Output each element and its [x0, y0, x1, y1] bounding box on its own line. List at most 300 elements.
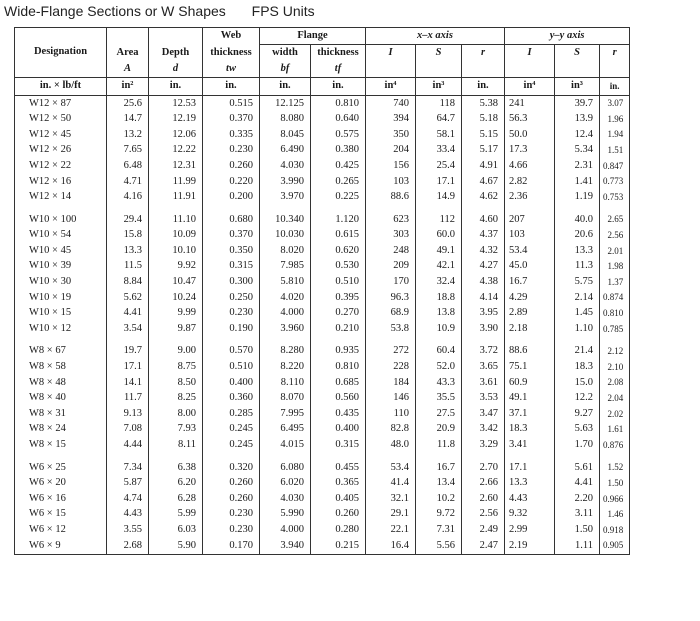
cell-designation: W8 × 15: [15, 437, 107, 453]
cell-yy-S: 1.70: [555, 437, 600, 453]
cell-yy-I: 207: [505, 212, 555, 228]
cell-xx-r: 2.66: [462, 476, 505, 492]
cell-xx-I: 740: [366, 96, 416, 112]
spacer-cell: [149, 205, 203, 212]
table-row: [15, 259, 630, 275]
cell-yy-r: 2.08: [600, 375, 630, 391]
unit-yy-r: in.: [600, 78, 630, 96]
cell-yy-I: 75.1: [505, 360, 555, 376]
cell-yy-S: 21.4: [555, 344, 600, 360]
cell-yy-S: 13.9: [555, 112, 600, 128]
cell-web-thickness: 0.245: [203, 437, 260, 453]
cell-xx-r: 4.62: [462, 190, 505, 206]
cell-yy-S: 1.11: [555, 538, 600, 554]
cell-xx-S: 16.7: [416, 460, 462, 476]
cell-yy-I: 2.19: [505, 538, 555, 554]
cell-xx-S: 13.8: [416, 306, 462, 322]
cell-depth: 11.10: [149, 212, 203, 228]
cell-xx-r: 3.47: [462, 406, 505, 422]
cell-designation: W6 × 12: [15, 522, 107, 538]
cell-yy-I: 50.0: [505, 127, 555, 143]
cell-xx-r: 5.18: [462, 112, 505, 128]
header-row-1: [15, 28, 630, 45]
cell-flange-width: 3.940: [260, 538, 311, 554]
spacer-cell: [311, 337, 366, 344]
spacer-cell: [555, 453, 600, 460]
cell-xx-I: 209: [366, 259, 416, 275]
cell-depth: 10.09: [149, 228, 203, 244]
cell-area: 19.7: [107, 344, 149, 360]
cell-xx-S: 5.56: [416, 538, 462, 554]
cell-area: 4.44: [107, 437, 149, 453]
cell-xx-r: 5.38: [462, 96, 505, 112]
cell-depth: 9.87: [149, 321, 203, 337]
cell-area: 7.65: [107, 143, 149, 159]
cell-yy-S: 5.63: [555, 422, 600, 438]
cell-flange-thickness: 0.560: [311, 391, 366, 407]
table-row: [15, 460, 630, 476]
cell-web-thickness: 0.515: [203, 96, 260, 112]
table-row: [15, 96, 630, 112]
cell-depth: 12.31: [149, 158, 203, 174]
cell-designation: W6 × 9: [15, 538, 107, 554]
cell-xx-I: 41.4: [366, 476, 416, 492]
cell-yy-I: 49.1: [505, 391, 555, 407]
cell-yy-S: 9.27: [555, 406, 600, 422]
cell-designation: W10 × 15: [15, 306, 107, 322]
cell-flange-width: 3.990: [260, 174, 311, 190]
group-spacer: [15, 337, 630, 344]
group-spacer: [15, 453, 630, 460]
spacer-cell: [505, 453, 555, 460]
cell-xx-r: 4.14: [462, 290, 505, 306]
cell-xx-I: 394: [366, 112, 416, 128]
spacer-cell: [107, 205, 149, 212]
cell-depth: 10.10: [149, 243, 203, 259]
cell-xx-I: 146: [366, 391, 416, 407]
cell-yy-S: 3.11: [555, 507, 600, 523]
cell-depth: 6.38: [149, 460, 203, 476]
cell-flange-width: 10.340: [260, 212, 311, 228]
cell-flange-thickness: 0.575: [311, 127, 366, 143]
cell-xx-r: 2.47: [462, 538, 505, 554]
cell-xx-S: 60.0: [416, 228, 462, 244]
cell-depth: 9.92: [149, 259, 203, 275]
cell-designation: W10 × 39: [15, 259, 107, 275]
cell-yy-I: 17.1: [505, 460, 555, 476]
cell-yy-r: 0.847: [600, 158, 630, 174]
spacer-cell: [203, 337, 260, 344]
cell-flange-thickness: 0.380: [311, 143, 366, 159]
cell-xx-I: 170: [366, 275, 416, 291]
cell-xx-r: 4.37: [462, 228, 505, 244]
table-row: [15, 391, 630, 407]
cell-yy-I: 4.29: [505, 290, 555, 306]
cell-area: 4.74: [107, 491, 149, 507]
cell-flange-width: 8.220: [260, 360, 311, 376]
cell-designation: W8 × 24: [15, 422, 107, 438]
cell-web-thickness: 0.300: [203, 275, 260, 291]
cell-flange-thickness: 0.315: [311, 437, 366, 453]
cell-xx-r: 4.38: [462, 275, 505, 291]
cell-xx-I: 303: [366, 228, 416, 244]
table-row: [15, 174, 630, 190]
cell-designation: W8 × 48: [15, 375, 107, 391]
cell-xx-S: 35.5: [416, 391, 462, 407]
cell-xx-S: 10.2: [416, 491, 462, 507]
cell-web-thickness: 0.230: [203, 143, 260, 159]
cell-web-thickness: 0.350: [203, 243, 260, 259]
cell-area: 4.41: [107, 306, 149, 322]
table-row: [15, 538, 630, 554]
cell-xx-r: 2.56: [462, 507, 505, 523]
cell-yy-S: 1.19: [555, 190, 600, 206]
table-row: [15, 507, 630, 523]
cell-yy-I: 2.18: [505, 321, 555, 337]
cell-flange-width: 6.490: [260, 143, 311, 159]
header-row-3: [15, 61, 630, 78]
col-xx-S-blank: [416, 61, 462, 78]
cell-yy-r: 0.773: [600, 174, 630, 190]
cell-xx-r: 3.65: [462, 360, 505, 376]
col-flange-thickness: thickness: [311, 45, 366, 62]
col-web-symbol: tw: [203, 61, 260, 78]
cell-yy-S: 2.14: [555, 290, 600, 306]
cell-depth: 9.99: [149, 306, 203, 322]
cell-web-thickness: 0.230: [203, 306, 260, 322]
cell-xx-r: 4.67: [462, 174, 505, 190]
cell-yy-I: 56.3: [505, 112, 555, 128]
cell-xx-I: 204: [366, 143, 416, 159]
cell-flange-thickness: 0.405: [311, 491, 366, 507]
col-flange-width: width: [260, 45, 311, 62]
spacer-cell: [15, 337, 107, 344]
cell-yy-I: 37.1: [505, 406, 555, 422]
col-yy-S: S: [555, 45, 600, 62]
cell-flange-width: 5.810: [260, 275, 311, 291]
col-area-blank: [107, 28, 149, 45]
cell-xx-I: 248: [366, 243, 416, 259]
cell-yy-r: 0.753: [600, 190, 630, 206]
cell-xx-S: 118: [416, 96, 462, 112]
cell-depth: 6.03: [149, 522, 203, 538]
col-web: Web: [203, 28, 260, 45]
table-row: [15, 275, 630, 291]
cell-designation: W10 × 45: [15, 243, 107, 259]
col-depth: Depth: [149, 45, 203, 62]
cell-flange-thickness: 0.615: [311, 228, 366, 244]
col-depth-blank: [149, 28, 203, 45]
cell-xx-I: 623: [366, 212, 416, 228]
cell-area: 3.54: [107, 321, 149, 337]
cell-flange-width: 8.110: [260, 375, 311, 391]
cell-depth: 5.90: [149, 538, 203, 554]
cell-xx-r: 5.17: [462, 143, 505, 159]
cell-xx-S: 7.31: [416, 522, 462, 538]
cell-designation: W8 × 31: [15, 406, 107, 422]
cell-web-thickness: 0.400: [203, 375, 260, 391]
cell-area: 17.1: [107, 360, 149, 376]
w-shapes-table: [14, 27, 630, 555]
cell-flange-width: 8.080: [260, 112, 311, 128]
table-row: [15, 112, 630, 128]
cell-xx-S: 58.1: [416, 127, 462, 143]
cell-depth: 10.24: [149, 290, 203, 306]
cell-xx-S: 112: [416, 212, 462, 228]
cell-designation: W10 × 19: [15, 290, 107, 306]
cell-yy-r: 0.810: [600, 306, 630, 322]
spacer-cell: [260, 337, 311, 344]
cell-yy-I: 2.36: [505, 190, 555, 206]
cell-designation: W12 × 45: [15, 127, 107, 143]
cell-flange-thickness: 0.210: [311, 321, 366, 337]
spacer-cell: [311, 453, 366, 460]
cell-yy-r: 1.46: [600, 507, 630, 523]
cell-yy-S: 5.75: [555, 275, 600, 291]
unit-web: in.: [203, 78, 260, 96]
cell-yy-S: 5.61: [555, 460, 600, 476]
cell-xx-S: 14.9: [416, 190, 462, 206]
cell-area: 13.3: [107, 243, 149, 259]
cell-yy-S: 4.41: [555, 476, 600, 492]
cell-flange-thickness: 0.620: [311, 243, 366, 259]
cell-depth: 6.28: [149, 491, 203, 507]
spacer-cell: [462, 205, 505, 212]
table-row: [15, 406, 630, 422]
cell-depth: 7.93: [149, 422, 203, 438]
cell-xx-r: 2.49: [462, 522, 505, 538]
cell-area: 11.7: [107, 391, 149, 407]
cell-yy-r: 0.785: [600, 321, 630, 337]
cell-xx-S: 18.8: [416, 290, 462, 306]
col-xx-r: r: [462, 45, 505, 62]
table-row: [15, 143, 630, 159]
cell-xx-I: 103: [366, 174, 416, 190]
cell-yy-r: 1.50: [600, 476, 630, 492]
cell-xx-I: 110: [366, 406, 416, 422]
cell-depth: 8.50: [149, 375, 203, 391]
cell-yy-S: 1.45: [555, 306, 600, 322]
cell-yy-r: 1.61: [600, 422, 630, 438]
cell-xx-S: 64.7: [416, 112, 462, 128]
spacer-cell: [107, 453, 149, 460]
cell-yy-r: 0.918: [600, 522, 630, 538]
cell-flange-width: 6.020: [260, 476, 311, 492]
col-flange-thickness-symbol: tf: [311, 61, 366, 78]
cell-yy-I: 60.9: [505, 375, 555, 391]
spacer-cell: [203, 205, 260, 212]
cell-xx-r: 3.29: [462, 437, 505, 453]
cell-yy-I: 2.82: [505, 174, 555, 190]
cell-xx-I: 68.9: [366, 306, 416, 322]
cell-xx-I: 32.1: [366, 491, 416, 507]
cell-yy-r: 2.12: [600, 344, 630, 360]
cell-designation: W8 × 58: [15, 360, 107, 376]
cell-yy-r: 2.10: [600, 360, 630, 376]
cell-designation: W10 × 12: [15, 321, 107, 337]
cell-flange-thickness: 1.120: [311, 212, 366, 228]
table-row: [15, 190, 630, 206]
cell-xx-S: 43.3: [416, 375, 462, 391]
cell-yy-r: 0.874: [600, 290, 630, 306]
group-spacer: [15, 205, 630, 212]
table-row: [15, 344, 630, 360]
cell-area: 15.8: [107, 228, 149, 244]
cell-yy-I: 17.3: [505, 143, 555, 159]
cell-xx-S: 25.4: [416, 158, 462, 174]
cell-xx-I: 96.3: [366, 290, 416, 306]
spacer-cell: [505, 337, 555, 344]
cell-flange-thickness: 0.810: [311, 360, 366, 376]
spacer-cell: [149, 337, 203, 344]
cell-web-thickness: 0.170: [203, 538, 260, 554]
col-xx-r-blank: [462, 61, 505, 78]
cell-xx-r: 4.91: [462, 158, 505, 174]
col-yy-I-blank: [505, 61, 555, 78]
cell-yy-r: 2.56: [600, 228, 630, 244]
cell-xx-I: 156: [366, 158, 416, 174]
cell-xx-I: 228: [366, 360, 416, 376]
cell-web-thickness: 0.200: [203, 190, 260, 206]
cell-yy-S: 39.7: [555, 96, 600, 112]
spacer-cell: [260, 453, 311, 460]
cell-yy-r: 0.876: [600, 437, 630, 453]
cell-xx-r: 3.72: [462, 344, 505, 360]
cell-yy-I: 2.89: [505, 306, 555, 322]
cell-depth: 6.20: [149, 476, 203, 492]
table-row: [15, 491, 630, 507]
col-xx-axis: x–x axis: [366, 28, 505, 45]
cell-yy-I: 3.41: [505, 437, 555, 453]
cell-yy-I: 16.7: [505, 275, 555, 291]
cell-depth: 12.53: [149, 96, 203, 112]
cell-xx-S: 11.8: [416, 437, 462, 453]
cell-area: 4.16: [107, 190, 149, 206]
cell-xx-r: 3.61: [462, 375, 505, 391]
cell-yy-S: 11.3: [555, 259, 600, 275]
spacer-cell: [600, 205, 630, 212]
cell-xx-r: 4.60: [462, 212, 505, 228]
cell-web-thickness: 0.260: [203, 158, 260, 174]
spacer-cell: [555, 205, 600, 212]
cell-depth: 8.11: [149, 437, 203, 453]
cell-xx-S: 13.4: [416, 476, 462, 492]
cell-designation: W12 × 26: [15, 143, 107, 159]
cell-yy-I: 103: [505, 228, 555, 244]
cell-flange-thickness: 0.280: [311, 522, 366, 538]
cell-yy-S: 20.6: [555, 228, 600, 244]
table-row: [15, 127, 630, 143]
cell-yy-S: 12.2: [555, 391, 600, 407]
units-row: [15, 78, 630, 96]
cell-yy-S: 2.31: [555, 158, 600, 174]
cell-designation: W8 × 40: [15, 391, 107, 407]
cell-yy-I: 241: [505, 96, 555, 112]
cell-xx-S: 9.72: [416, 507, 462, 523]
unit-depth: in.: [149, 78, 203, 96]
cell-yy-S: 1.41: [555, 174, 600, 190]
cell-xx-S: 20.9: [416, 422, 462, 438]
cell-depth: 11.99: [149, 174, 203, 190]
spacer-cell: [366, 337, 416, 344]
cell-yy-S: 40.0: [555, 212, 600, 228]
spacer-cell: [416, 337, 462, 344]
cell-xx-S: 27.5: [416, 406, 462, 422]
cell-area: 14.7: [107, 112, 149, 128]
cell-xx-I: 272: [366, 344, 416, 360]
col-depth-symbol: d: [149, 61, 203, 78]
cell-flange-width: 4.000: [260, 522, 311, 538]
table-title: Wide-Flange Sections or W Shapes: [4, 3, 226, 19]
cell-web-thickness: 0.335: [203, 127, 260, 143]
spacer-cell: [311, 205, 366, 212]
col-yy-S-blank: [555, 61, 600, 78]
cell-xx-I: 48.0: [366, 437, 416, 453]
cell-yy-r: 1.37: [600, 275, 630, 291]
cell-yy-r: 1.94: [600, 127, 630, 143]
table-row: [15, 375, 630, 391]
cell-flange-width: 4.020: [260, 290, 311, 306]
cell-designation: W12 × 16: [15, 174, 107, 190]
spacer-cell: [555, 337, 600, 344]
spacer-cell: [505, 205, 555, 212]
cell-xx-I: 350: [366, 127, 416, 143]
cell-yy-I: 18.3: [505, 422, 555, 438]
cell-xx-r: 4.32: [462, 243, 505, 259]
cell-yy-I: 53.4: [505, 243, 555, 259]
cell-xx-r: 5.15: [462, 127, 505, 143]
unit-yy-S: in³: [555, 78, 600, 96]
cell-xx-S: 42.1: [416, 259, 462, 275]
cell-web-thickness: 0.220: [203, 174, 260, 190]
table-row: [15, 290, 630, 306]
cell-flange-width: 8.020: [260, 243, 311, 259]
cell-flange-width: 7.985: [260, 259, 311, 275]
cell-area: 29.4: [107, 212, 149, 228]
cell-yy-S: 15.0: [555, 375, 600, 391]
cell-flange-thickness: 0.640: [311, 112, 366, 128]
cell-area: 14.1: [107, 375, 149, 391]
cell-xx-I: 22.1: [366, 522, 416, 538]
cell-xx-S: 52.0: [416, 360, 462, 376]
cell-flange-width: 4.030: [260, 491, 311, 507]
cell-xx-S: 49.1: [416, 243, 462, 259]
cell-web-thickness: 0.320: [203, 460, 260, 476]
cell-yy-r: 1.96: [600, 112, 630, 128]
cell-area: 6.48: [107, 158, 149, 174]
cell-flange-thickness: 0.395: [311, 290, 366, 306]
cell-web-thickness: 0.315: [203, 259, 260, 275]
cell-xx-S: 32.4: [416, 275, 462, 291]
table-row: [15, 212, 630, 228]
cell-depth: 9.00: [149, 344, 203, 360]
cell-yy-r: 1.98: [600, 259, 630, 275]
spacer-cell: [462, 337, 505, 344]
cell-flange-thickness: 0.265: [311, 174, 366, 190]
cell-flange-width: 7.995: [260, 406, 311, 422]
cell-yy-I: 45.0: [505, 259, 555, 275]
cell-yy-I: 4.43: [505, 491, 555, 507]
spacer-cell: [107, 337, 149, 344]
cell-depth: 8.00: [149, 406, 203, 422]
cell-yy-r: 2.04: [600, 391, 630, 407]
cell-flange-thickness: 0.510: [311, 275, 366, 291]
table-body: [15, 96, 630, 555]
unit-xx-I: in⁴: [366, 78, 416, 96]
table-row: [15, 437, 630, 453]
spacer-cell: [600, 337, 630, 344]
cell-flange-width: 4.030: [260, 158, 311, 174]
